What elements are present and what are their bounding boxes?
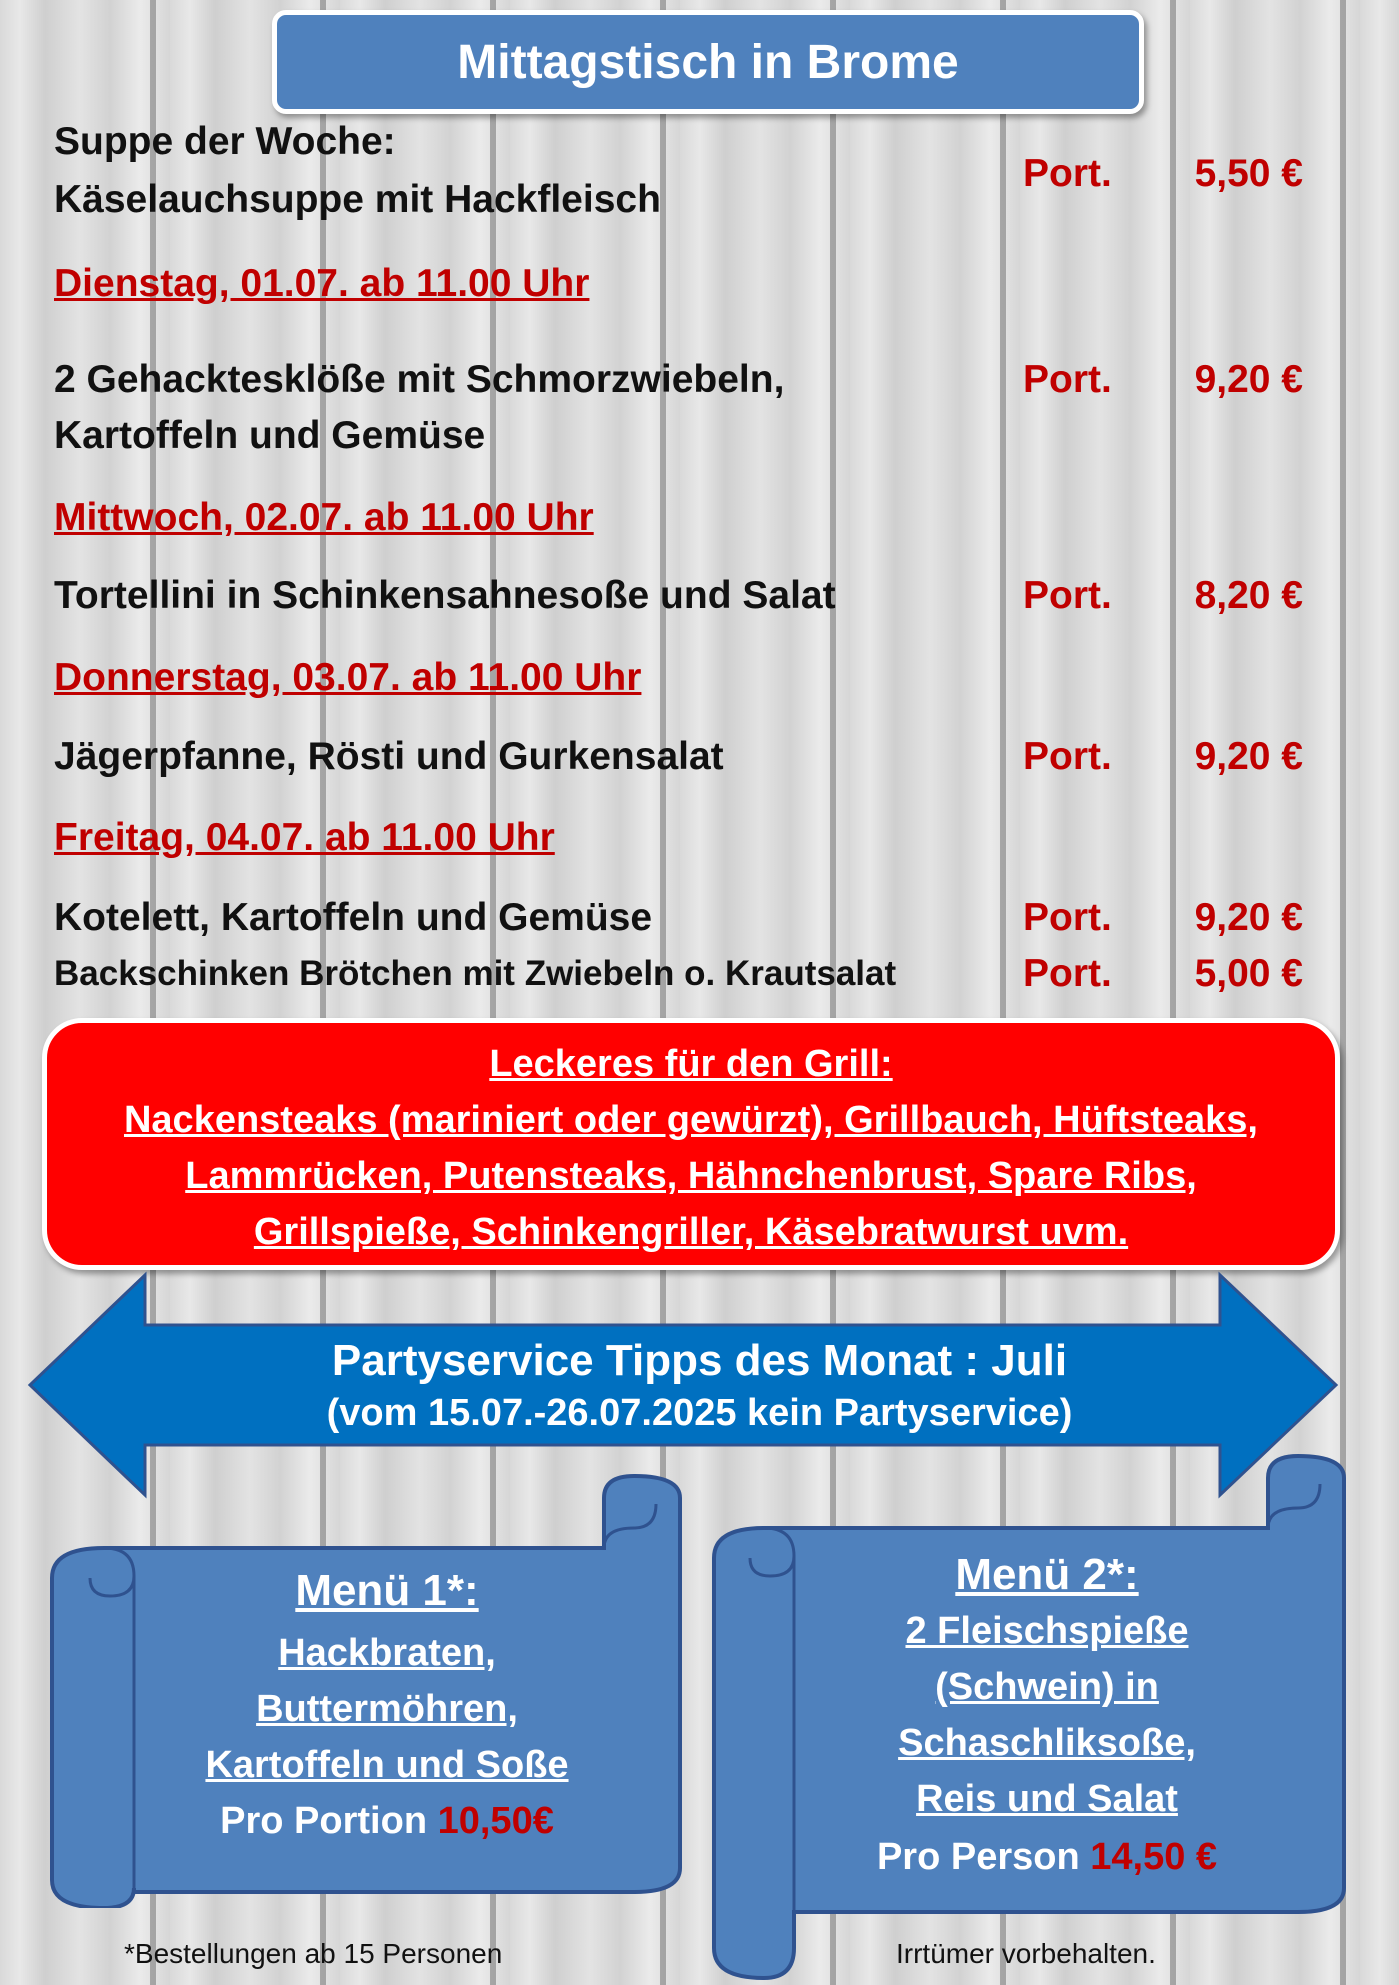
dish-line: Kotelett, Kartoffeln und Gemüse bbox=[54, 896, 653, 939]
day-heading: Mittwoch, 02.07. ab 11.00 Uhr bbox=[54, 496, 594, 539]
page-title: Mittagstisch in Brome bbox=[457, 35, 959, 89]
dish-price: 9,20 € bbox=[1194, 358, 1303, 401]
menu1-line: Kartoffeln und Soße bbox=[205, 1744, 569, 1786]
dish-port: Port. bbox=[1023, 896, 1112, 939]
dish-price: 8,20 € bbox=[1194, 574, 1303, 617]
dish-price: 9,20 € bbox=[1194, 896, 1303, 939]
day-heading: Freitag, 04.07. ab 11.00 Uhr bbox=[54, 816, 555, 859]
disclaimer: Irrtümer vorbehalten. bbox=[896, 1938, 1156, 1969]
menu2-line: 2 Fleischspieße bbox=[905, 1610, 1189, 1652]
menu1-price: 10,50€ bbox=[437, 1800, 554, 1842]
dish-port: Port. bbox=[1023, 574, 1112, 617]
grill-line: Lammrücken, Putensteaks, Hähnchenbrust, Spare Ribs, bbox=[185, 1155, 1197, 1197]
grill-panel bbox=[42, 1018, 1340, 1270]
grill-heading: Leckeres für den Grill: bbox=[489, 1043, 893, 1085]
soup-dish: Käselauchsuppe mit Hackfleisch bbox=[54, 178, 661, 221]
dish-price: 9,20 € bbox=[1194, 735, 1303, 778]
soup-port: Port. bbox=[1023, 152, 1112, 195]
menu2-scroll bbox=[704, 1448, 1358, 1985]
grill-line: Grillspieße, Schinkengriller, Käsebratwurst uvm. bbox=[253, 1211, 1129, 1253]
grill-line: Nackensteaks (mariniert oder gewürzt), Grillbauch, Hüftsteaks, bbox=[123, 1099, 1258, 1141]
menu2-line: (Schwein) in bbox=[935, 1666, 1159, 1708]
day-heading: Donnerstag, 03.07. ab 11.00 Uhr bbox=[54, 656, 642, 699]
menu1-line: Hackbraten, bbox=[278, 1632, 496, 1674]
menu1-line: Buttermöhren, bbox=[256, 1688, 518, 1730]
menu1-price-row bbox=[134, 1800, 640, 1843]
menu2-line: Schaschliksoße, bbox=[898, 1722, 1196, 1764]
menu2-title: Menü 2*: bbox=[955, 1550, 1139, 1599]
dish-port: Port. bbox=[1023, 952, 1112, 995]
menu2-price-row bbox=[794, 1836, 1300, 1879]
menu2-line: Reis und Salat bbox=[916, 1778, 1178, 1820]
soup-label: Suppe der Woche: bbox=[54, 120, 396, 163]
dish-line: 2 Gehacktesklöße mit Schmorzwiebeln, bbox=[54, 358, 785, 401]
dish-price: 5,00 € bbox=[1194, 952, 1303, 995]
menu2-price: 14,50 € bbox=[1090, 1836, 1218, 1878]
day-heading: Dienstag, 01.07. ab 11.00 Uhr bbox=[54, 262, 590, 305]
dish-line: Tortellini in Schinkensahnesoße und Salat bbox=[54, 574, 836, 617]
soup-price: 5,50 € bbox=[1194, 152, 1303, 195]
dish-port: Port. bbox=[1023, 735, 1112, 778]
menu1-price-label: Pro Portion bbox=[220, 1800, 428, 1842]
party-note: (vom 15.07.-26.07.2025 kein Partyservice) bbox=[326, 1392, 1073, 1434]
dish-line: Kartoffeln und Gemüse bbox=[54, 414, 486, 457]
menu2-price-label: Pro Person bbox=[876, 1836, 1080, 1878]
dish-port: Port. bbox=[1023, 358, 1112, 401]
party-heading: Partyservice Tipps des Monat : Juli bbox=[331, 1336, 1068, 1385]
order-note: *Bestellungen ab 15 Personen bbox=[124, 1938, 503, 1969]
dish-line: Jägerpfanne, Rösti und Gurkensalat bbox=[54, 735, 724, 778]
dish-line: Backschinken Brötchen mit Zwiebeln o. Krautsalat bbox=[54, 954, 897, 993]
title-banner bbox=[272, 10, 1144, 114]
menu1-title: Menü 1*: bbox=[295, 1566, 479, 1615]
